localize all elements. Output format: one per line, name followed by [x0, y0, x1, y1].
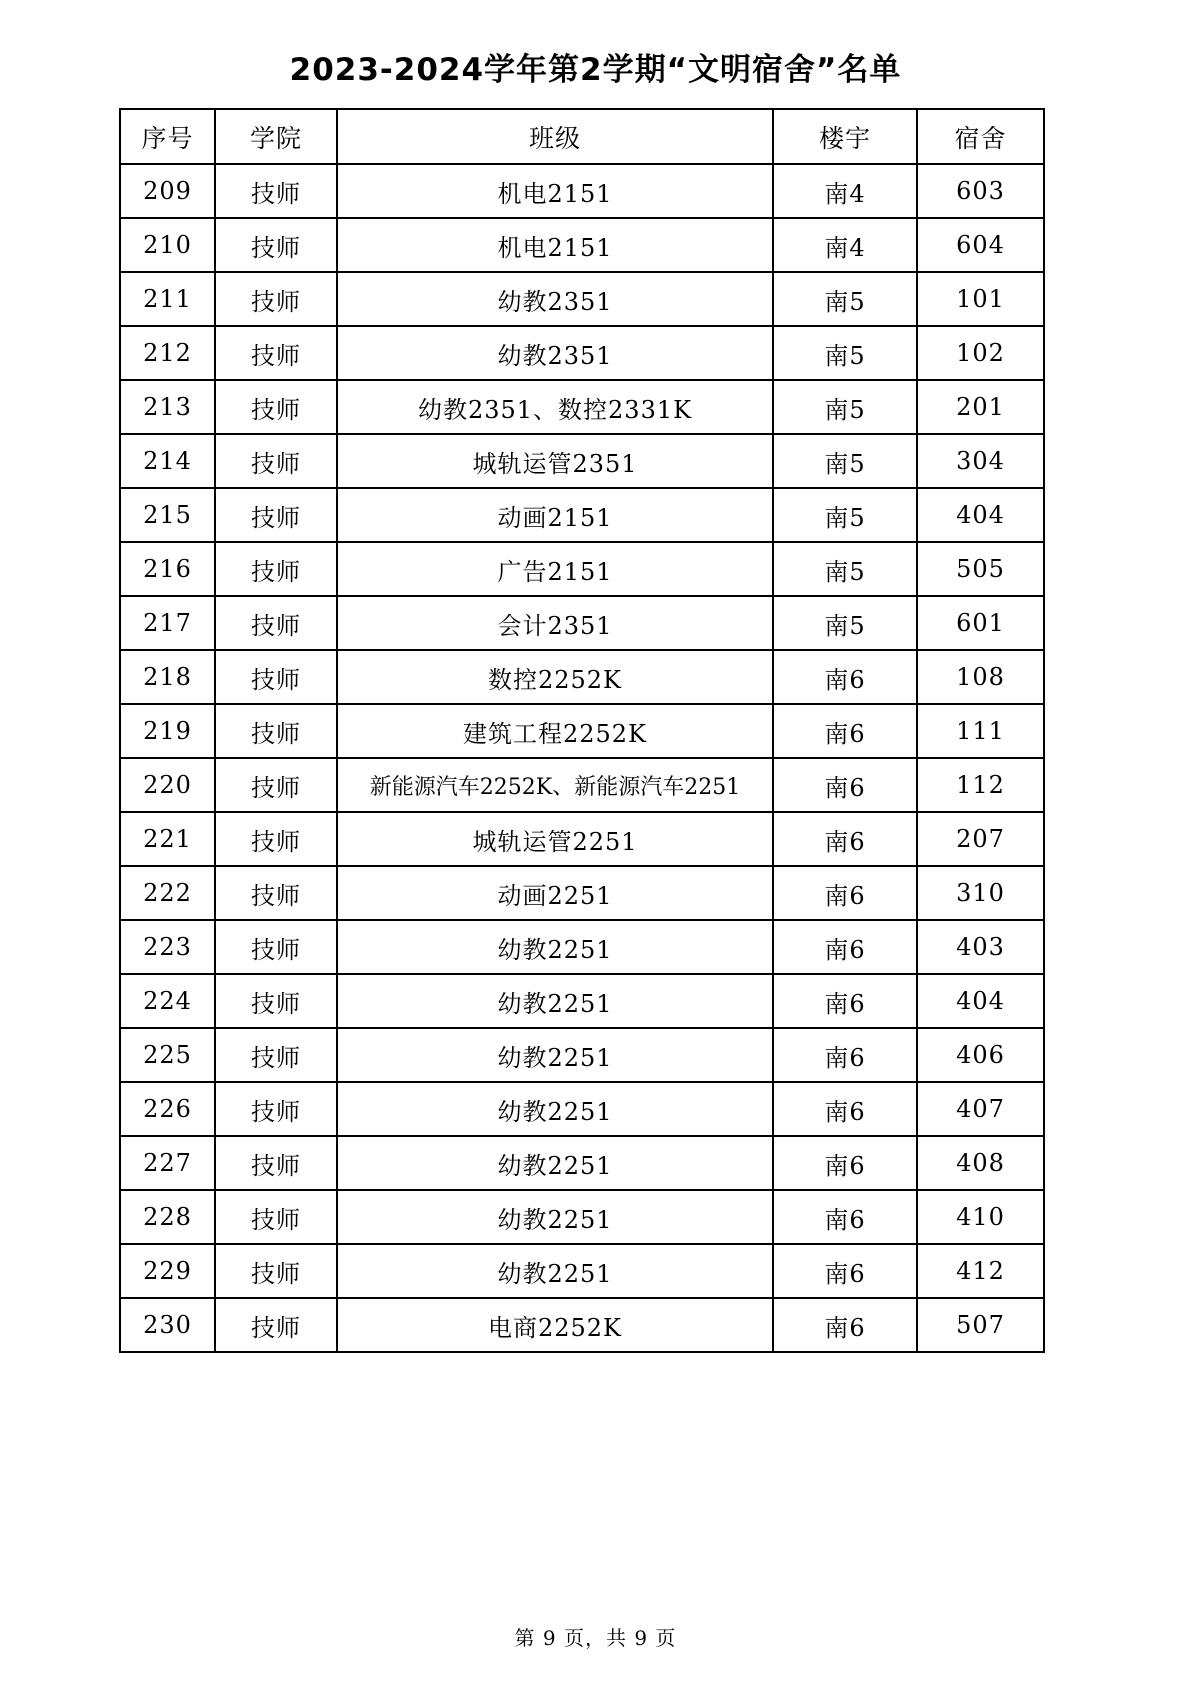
table-row [120, 920, 1044, 974]
page-title: 2023-2024学年第2学期“文明宿舍”名单 [289, 52, 902, 88]
cell-class: 幼教2351、数控2331K [337, 380, 773, 434]
cell-college: 技师 [215, 326, 337, 380]
cell-dorm-room: 207 [917, 812, 1044, 866]
cell-class: 电商2252K [337, 1298, 773, 1352]
cell-serial-number: 219 [120, 704, 215, 758]
cell-college: 技师 [215, 650, 337, 704]
cell-college: 技师 [215, 1298, 337, 1352]
cell-dorm-room: 601 [917, 596, 1044, 650]
cell-dorm-room: 101 [917, 272, 1044, 326]
table-body [120, 164, 1044, 1352]
table-row [120, 380, 1044, 434]
cell-class: 机电2151 [337, 164, 773, 218]
cell-college: 技师 [215, 488, 337, 542]
cell-class: 动画2251 [337, 866, 773, 920]
cell-building: 南4 [773, 164, 917, 218]
cell-building: 南6 [773, 1028, 917, 1082]
cell-building: 南5 [773, 596, 917, 650]
table-row [120, 1082, 1044, 1136]
table-row [120, 812, 1044, 866]
table-row [120, 542, 1044, 596]
cell-building: 南6 [773, 812, 917, 866]
cell-college: 技师 [215, 1244, 337, 1298]
cell-college: 技师 [215, 812, 337, 866]
cell-college: 技师 [215, 434, 337, 488]
cell-class: 幼教2351 [337, 272, 773, 326]
cell-serial-number: 220 [120, 758, 215, 812]
dorm-list-table [119, 108, 1045, 1353]
cell-class: 城轨运管2251 [337, 812, 773, 866]
cell-college: 技师 [215, 1082, 337, 1136]
cell-dorm-room: 407 [917, 1082, 1044, 1136]
cell-class: 幼教2251 [337, 974, 773, 1028]
cell-dorm-room: 403 [917, 920, 1044, 974]
header-building: 楼宇 [773, 109, 917, 164]
cell-class: 机电2151 [337, 218, 773, 272]
table-row [120, 1028, 1044, 1082]
cell-building: 南6 [773, 704, 917, 758]
table-row [120, 596, 1044, 650]
cell-building: 南6 [773, 1136, 917, 1190]
cell-class: 幼教2251 [337, 1028, 773, 1082]
dorm-list-table-container [119, 108, 1045, 1353]
cell-class: 幼教2351 [337, 326, 773, 380]
cell-college: 技师 [215, 218, 337, 272]
cell-dorm-room: 505 [917, 542, 1044, 596]
cell-building: 南5 [773, 326, 917, 380]
cell-dorm-room: 310 [917, 866, 1044, 920]
cell-dorm-room: 404 [917, 974, 1044, 1028]
cell-college: 技师 [215, 704, 337, 758]
cell-class: 幼教2251 [337, 920, 773, 974]
cell-college: 技师 [215, 866, 337, 920]
cell-class: 动画2151 [337, 488, 773, 542]
cell-building: 南5 [773, 380, 917, 434]
cell-building: 南6 [773, 758, 917, 812]
cell-serial-number: 221 [120, 812, 215, 866]
cell-dorm-room: 410 [917, 1190, 1044, 1244]
page-number-footer: 第 9 页，共 9 页 [514, 1626, 677, 1650]
cell-building: 南6 [773, 866, 917, 920]
cell-college: 技师 [215, 758, 337, 812]
table-row [120, 434, 1044, 488]
cell-serial-number: 229 [120, 1244, 215, 1298]
cell-college: 技师 [215, 596, 337, 650]
table-row [120, 1298, 1044, 1352]
cell-building: 南6 [773, 650, 917, 704]
cell-building: 南4 [773, 218, 917, 272]
table-row [120, 866, 1044, 920]
cell-class: 幼教2251 [337, 1190, 773, 1244]
cell-serial-number: 223 [120, 920, 215, 974]
cell-college: 技师 [215, 1136, 337, 1190]
cell-dorm-room: 102 [917, 326, 1044, 380]
cell-serial-number: 227 [120, 1136, 215, 1190]
cell-serial-number: 224 [120, 974, 215, 1028]
cell-serial-number: 218 [120, 650, 215, 704]
cell-dorm-room: 507 [917, 1298, 1044, 1352]
cell-serial-number: 226 [120, 1082, 215, 1136]
cell-building: 南6 [773, 974, 917, 1028]
cell-serial-number: 230 [120, 1298, 215, 1352]
cell-class: 城轨运管2351 [337, 434, 773, 488]
cell-class: 建筑工程2252K [337, 704, 773, 758]
cell-building: 南6 [773, 1082, 917, 1136]
cell-serial-number: 212 [120, 326, 215, 380]
cell-serial-number: 216 [120, 542, 215, 596]
cell-college: 技师 [215, 272, 337, 326]
cell-dorm-room: 111 [917, 704, 1044, 758]
cell-college: 技师 [215, 974, 337, 1028]
header-dorm-room: 宿舍 [917, 109, 1044, 164]
cell-serial-number: 214 [120, 434, 215, 488]
header-serial-number: 序号 [120, 109, 215, 164]
cell-college: 技师 [215, 920, 337, 974]
cell-building: 南5 [773, 542, 917, 596]
table-row [120, 326, 1044, 380]
cell-dorm-room: 603 [917, 164, 1044, 218]
cell-serial-number: 228 [120, 1190, 215, 1244]
cell-class: 广告2151 [337, 542, 773, 596]
table-row [120, 758, 1044, 812]
table-row [120, 218, 1044, 272]
cell-dorm-room: 112 [917, 758, 1044, 812]
cell-serial-number: 210 [120, 218, 215, 272]
cell-dorm-room: 404 [917, 488, 1044, 542]
cell-building: 南6 [773, 1298, 917, 1352]
cell-serial-number: 215 [120, 488, 215, 542]
cell-dorm-room: 604 [917, 218, 1044, 272]
header-college: 学院 [215, 109, 337, 164]
cell-dorm-room: 304 [917, 434, 1044, 488]
cell-class: 幼教2251 [337, 1244, 773, 1298]
cell-serial-number: 211 [120, 272, 215, 326]
cell-serial-number: 225 [120, 1028, 215, 1082]
table-header-row [120, 109, 1044, 164]
cell-building: 南6 [773, 1244, 917, 1298]
cell-building: 南5 [773, 434, 917, 488]
table-row [120, 272, 1044, 326]
cell-class: 幼教2251 [337, 1082, 773, 1136]
cell-dorm-room: 406 [917, 1028, 1044, 1082]
table-row [120, 164, 1044, 218]
cell-serial-number: 209 [120, 164, 215, 218]
cell-serial-number: 217 [120, 596, 215, 650]
cell-serial-number: 213 [120, 380, 215, 434]
table-row [120, 704, 1044, 758]
cell-college: 技师 [215, 542, 337, 596]
cell-class: 会计2351 [337, 596, 773, 650]
table-row [120, 1244, 1044, 1298]
table-row [120, 488, 1044, 542]
cell-class: 数控2252K [337, 650, 773, 704]
cell-college: 技师 [215, 164, 337, 218]
cell-building: 南5 [773, 272, 917, 326]
cell-class: 幼教2251 [337, 1136, 773, 1190]
cell-dorm-room: 108 [917, 650, 1044, 704]
cell-dorm-room: 408 [917, 1136, 1044, 1190]
table-row [120, 650, 1044, 704]
cell-building: 南6 [773, 920, 917, 974]
cell-building: 南5 [773, 488, 917, 542]
cell-class: 新能源汽车2252K、新能源汽车2251 [337, 758, 773, 812]
cell-college: 技师 [215, 1190, 337, 1244]
cell-building: 南6 [773, 1190, 917, 1244]
table-row [120, 974, 1044, 1028]
cell-serial-number: 222 [120, 866, 215, 920]
cell-college: 技师 [215, 1028, 337, 1082]
table-row [120, 1136, 1044, 1190]
cell-college: 技师 [215, 380, 337, 434]
cell-dorm-room: 412 [917, 1244, 1044, 1298]
header-class: 班级 [337, 109, 773, 164]
table-row [120, 1190, 1044, 1244]
cell-dorm-room: 201 [917, 380, 1044, 434]
